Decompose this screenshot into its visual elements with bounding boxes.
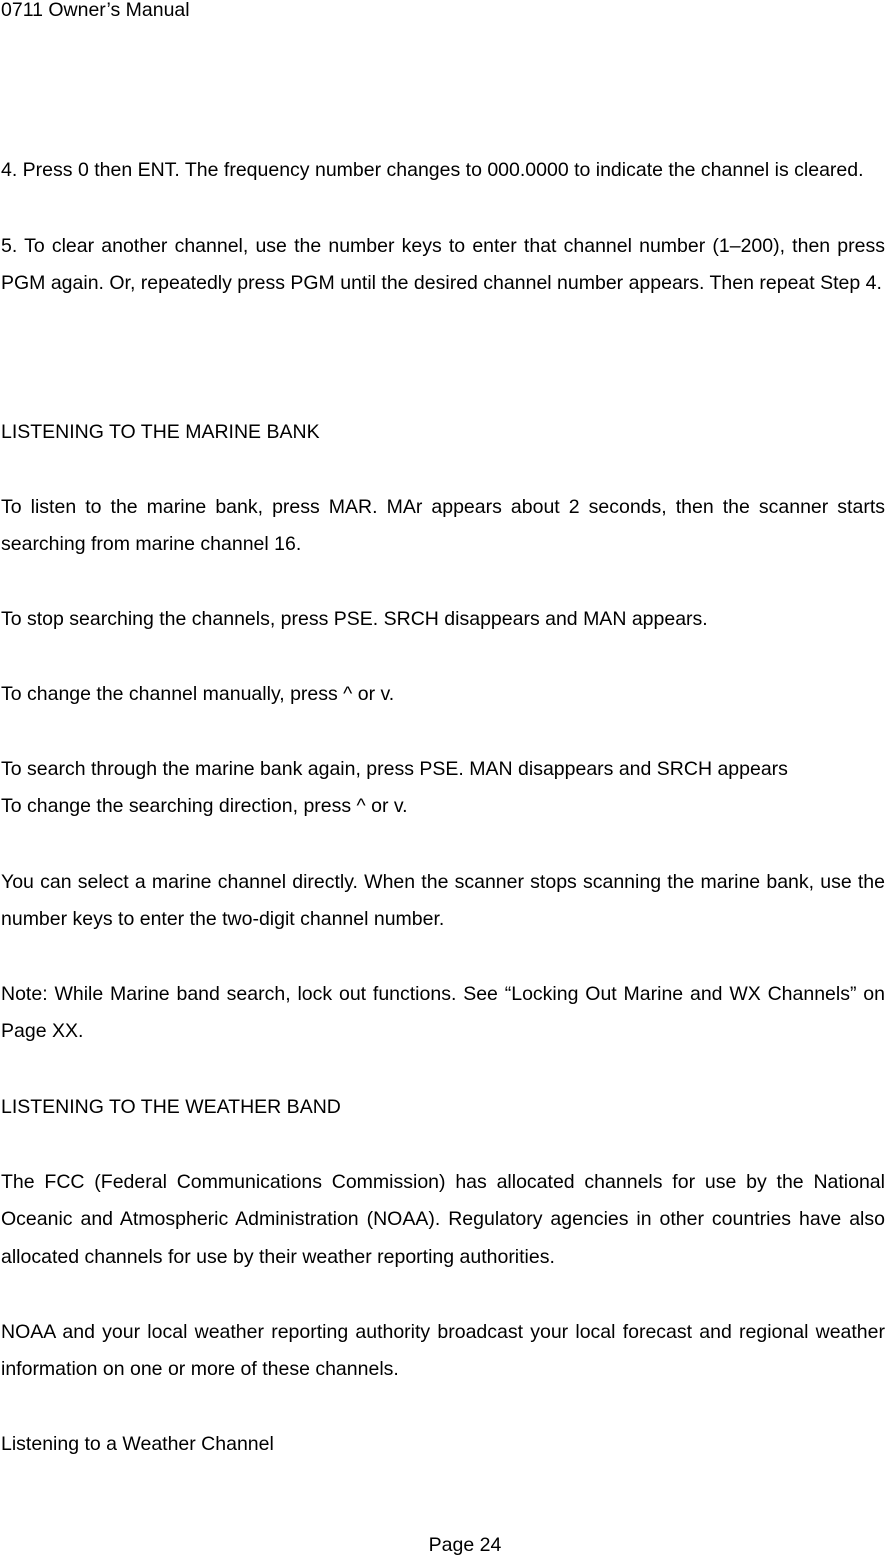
- note-paragraph: Note: While Marine band search, lock out functions. See “Locking Out Marine and WX Channels” on Page XX.: [1, 983, 885, 1043]
- marine-bank-heading: LISTENING TO THE MARINE BANK: [1, 421, 320, 443]
- running-header: 0711 Owner’s Manual: [1, 0, 190, 21]
- noaa-paragraph: NOAA and your local weather reporting authority broadcast your local forecast and regional weather information on one or more of these channels.: [1, 1321, 885, 1381]
- search-direction-line: To change the searching direction, press ^ or v.: [1, 795, 408, 817]
- search-again-line: To search through the marine bank again, press PSE. MAN disappears and SRCH appears: [1, 758, 788, 780]
- stop-searching-paragraph: To stop searching the channels, press PSE. SRCH disappears and MAN appears.: [1, 608, 708, 630]
- select-marine-channel-paragraph: You can select a marine channel directly. When the scanner stops scanning the marine bank, use the number keys to enter the two-digit channel number.: [1, 871, 885, 931]
- step-4-paragraph: 4. Press 0 then ENT. The frequency number changes to 000.0000 to indicate the channel is cleared.: [1, 159, 864, 181]
- weather-channel-subheading: Listening to a Weather Channel: [1, 1433, 274, 1455]
- page-number: Page 24: [428, 1534, 502, 1556]
- weather-band-heading: LISTENING TO THE WEATHER BAND: [1, 1096, 341, 1118]
- fcc-paragraph: The FCC (Federal Communications Commission) has allocated channels for use by the National Oceanic and Atmospheric Administration (NOAA). Regulatory agencies in other countries have also allocated channels for use by their weather reporting authorities.: [1, 1171, 885, 1268]
- change-channel-paragraph: To change the channel manually, press ^ or v.: [1, 683, 395, 705]
- step-5-paragraph: 5. To clear another channel, use the number keys to enter that channel number (1–200), then press PGM again. Or, repeatedly press PGM until the desired channel number appears. Then repeat Step 4.: [1, 235, 885, 295]
- marine-listen-paragraph: To listen to the marine bank, press MAR. MAr appears about 2 seconds, then the scanner starts searching from marine channel 16.: [1, 496, 885, 556]
